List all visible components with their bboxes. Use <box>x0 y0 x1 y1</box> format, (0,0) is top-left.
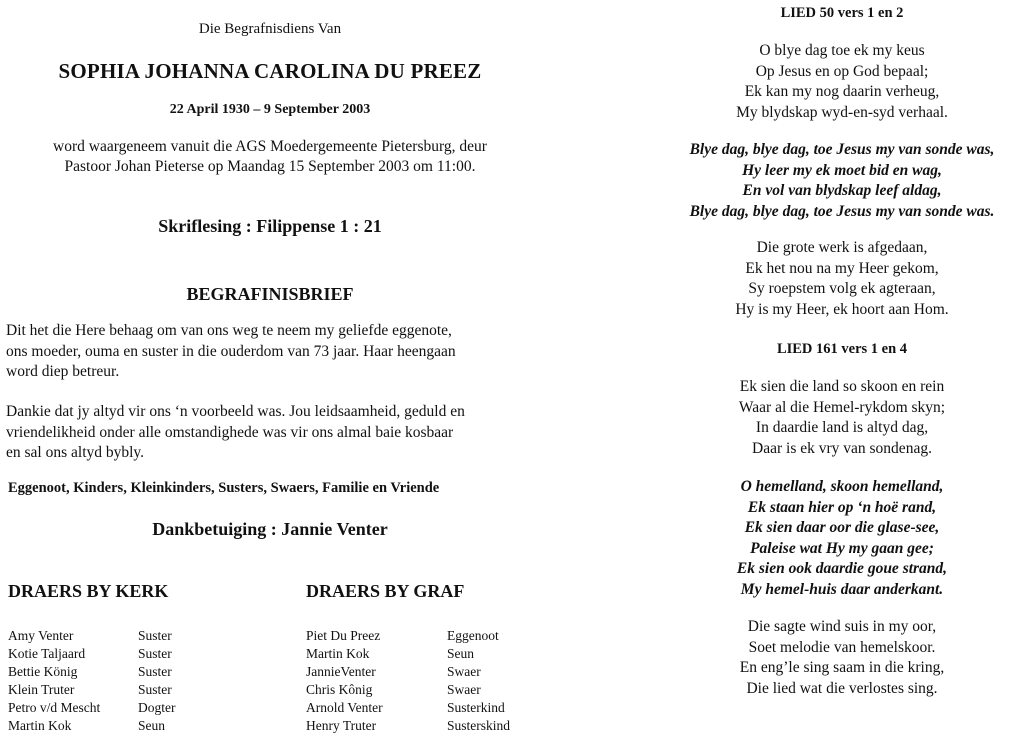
bearer-relation: Swaer <box>447 682 481 697</box>
table-row <box>8 627 176 645</box>
family-signature: Eggenoot, Kinders, Kleinkinders, Susters, Swaers, Familie en Vriende <box>8 480 440 496</box>
bearer-name: Chris Kônig <box>306 682 373 697</box>
bearer-name: Bettie König <box>8 664 78 679</box>
bearer-name: Kotie Taljaard <box>8 646 86 661</box>
hymn-chorus <box>660 140 1024 222</box>
table-row <box>306 663 510 681</box>
verse-line: Soet melodie van hemelskoor. <box>748 638 936 656</box>
bearer-name: Klein Truter <box>8 682 75 697</box>
hymn-verse <box>660 377 1024 459</box>
church-bearers-table <box>8 627 176 735</box>
bearer-name: Piet Du Preez <box>306 628 381 643</box>
table-row <box>8 717 176 735</box>
hymn-verse <box>660 41 1024 123</box>
chorus-line: Hy leer my ek moet bid en wag, <box>742 161 942 179</box>
church-bearers-title: DRAERS BY KERK <box>8 581 169 601</box>
verse-line: In daardie land is altyd dag, <box>755 419 929 436</box>
table-row <box>306 699 510 717</box>
chorus-line: Paleise wat Hy my gaan gee; <box>750 539 934 557</box>
table-row <box>8 663 176 681</box>
bearer-name: Petro v/d Mescht <box>8 700 101 715</box>
bearer-relation: Seun <box>447 646 474 661</box>
chorus-line: Ek sien daar oor die glase-see, <box>744 519 940 536</box>
paragraph-line: en sal ons altyd bybly. <box>6 444 145 461</box>
table-row <box>8 645 176 663</box>
paragraph-line: ons moeder, ouma en suster in die ouderdom van 73 jaar. Haar heengaan <box>6 342 456 360</box>
bearer-name: Martin Kok <box>8 718 72 733</box>
bearer-name: Martin Kok <box>306 646 370 661</box>
bearer-name: Henry Truter <box>306 718 377 733</box>
verse-line: Daar is ek vry van sondenag. <box>752 439 932 457</box>
chorus-line: Ek staan hier op ‘n hoë rand, <box>747 498 937 516</box>
bearer-relation: Suster <box>138 664 172 679</box>
bearer-relation: Seun <box>138 718 165 733</box>
verse-line: Ek sien die land so skoon en rein <box>739 378 945 395</box>
service-venue <box>0 137 540 177</box>
scripture-reading: Skriflesing : Filippense 1 : 21 <box>158 216 382 236</box>
verse-line: Op Jesus en op God bepaal; <box>755 62 929 80</box>
acknowledgement: Dankbetuiging : Jannie Venter <box>152 519 388 539</box>
verse-line: Waar al die Hemel-rykdom skyn; <box>738 398 946 416</box>
verse-line: Sy roepstem volg ek agteraan, <box>748 280 936 297</box>
table-row <box>8 681 176 699</box>
table-row <box>306 717 510 735</box>
hymns-column <box>660 0 1024 741</box>
hymn-title: LIED 50 vers 1 en 2 <box>780 5 904 21</box>
grave-bearers-table <box>306 627 510 735</box>
verse-line: Die sagte wind suis in my oor, <box>747 618 937 635</box>
table-row <box>8 699 176 717</box>
paragraph-line: vriendelikheid onder alle omstandighede was vir ons almal baie kosbaar <box>6 423 454 441</box>
bearer-relation: Dogter <box>138 700 176 715</box>
bearer-name: Amy Venter <box>8 628 74 643</box>
bearer-relation: Swaer <box>447 664 481 679</box>
verse-line: Die lied wat die verlostes sing. <box>746 679 938 697</box>
bearer-relation: Eggenoot <box>447 628 499 643</box>
hymn-title: LIED 161 vers 1 en 4 <box>776 341 908 357</box>
bearer-name: JannieVenter <box>306 664 376 679</box>
deceased-name: SOPHIA JOHANNA CAROLINA DU PREEZ <box>58 59 482 83</box>
letter-paragraph <box>6 321 536 383</box>
bearer-name: Arnold Venter <box>306 700 383 715</box>
venue-line: word waargeneem vanuit die AGS Moedergemeente Pietersburg, deur <box>53 138 487 155</box>
verse-line: O blye dag toe ek my keus <box>759 42 925 59</box>
table-row <box>306 627 510 645</box>
bearer-relation: Susterskind <box>447 718 511 733</box>
chorus-line: Blye dag, blye dag, toe Jesus my van sonde was. <box>689 202 995 220</box>
verse-line: Ek kan my nog daarin verheug, <box>744 83 940 100</box>
verse-line: Die grote werk is afgedaan, <box>756 239 928 256</box>
paragraph-line: word diep betreur. <box>6 363 120 380</box>
bearer-relation: Suster <box>138 646 172 661</box>
paragraph-line: Dit het die Here behaag om van ons weg te neem my geliefde eggenote, <box>6 322 452 339</box>
chorus-line: O hemelland, skoon hemelland, <box>740 478 944 495</box>
bearer-relation: Suster <box>138 682 172 697</box>
bearer-relation: Suster <box>138 628 172 643</box>
chorus-line: My hemel-huis daar anderkant. <box>740 580 944 598</box>
table-row <box>306 681 510 699</box>
funeral-letter-title: BEGRAFINISBRIEF <box>186 284 354 304</box>
life-dates: 22 April 1930 – 9 September 2003 <box>169 102 371 117</box>
hymn-verse <box>660 617 1024 699</box>
paragraph-line: Dankie dat jy altyd vir ons ‘n voorbeeld was. Jou leidsaamheid, geduld en <box>6 403 465 420</box>
chorus-line: En vol van blydskap leef aldag, <box>742 182 942 199</box>
verse-line: En eng’le sing saam in die kring, <box>739 659 945 676</box>
verse-line: Hy is my Heer, ek hoort aan Hom. <box>735 300 949 318</box>
chorus-line: Ek sien ook daardie goue strand, <box>736 560 948 577</box>
letter-paragraph <box>6 402 536 464</box>
service-intro: Die Begrafnisdiens Van <box>198 21 342 37</box>
hymn-chorus <box>660 477 1024 600</box>
bearer-relation: Susterkind <box>447 700 505 715</box>
hymn-verse <box>660 238 1024 320</box>
venue-line: Pastoor Johan Pieterse op Maandag 15 September 2003 om 11:00. <box>64 158 476 175</box>
grave-bearers-title: DRAERS BY GRAF <box>306 581 465 601</box>
verse-line: My blydskap wyd-en-syd verhaal. <box>736 103 948 121</box>
verse-line: Ek het nou na my Heer gekom, <box>745 259 939 277</box>
table-row <box>306 645 510 663</box>
chorus-line: Blye dag, blye dag, toe Jesus my van sonde was, <box>689 141 995 158</box>
